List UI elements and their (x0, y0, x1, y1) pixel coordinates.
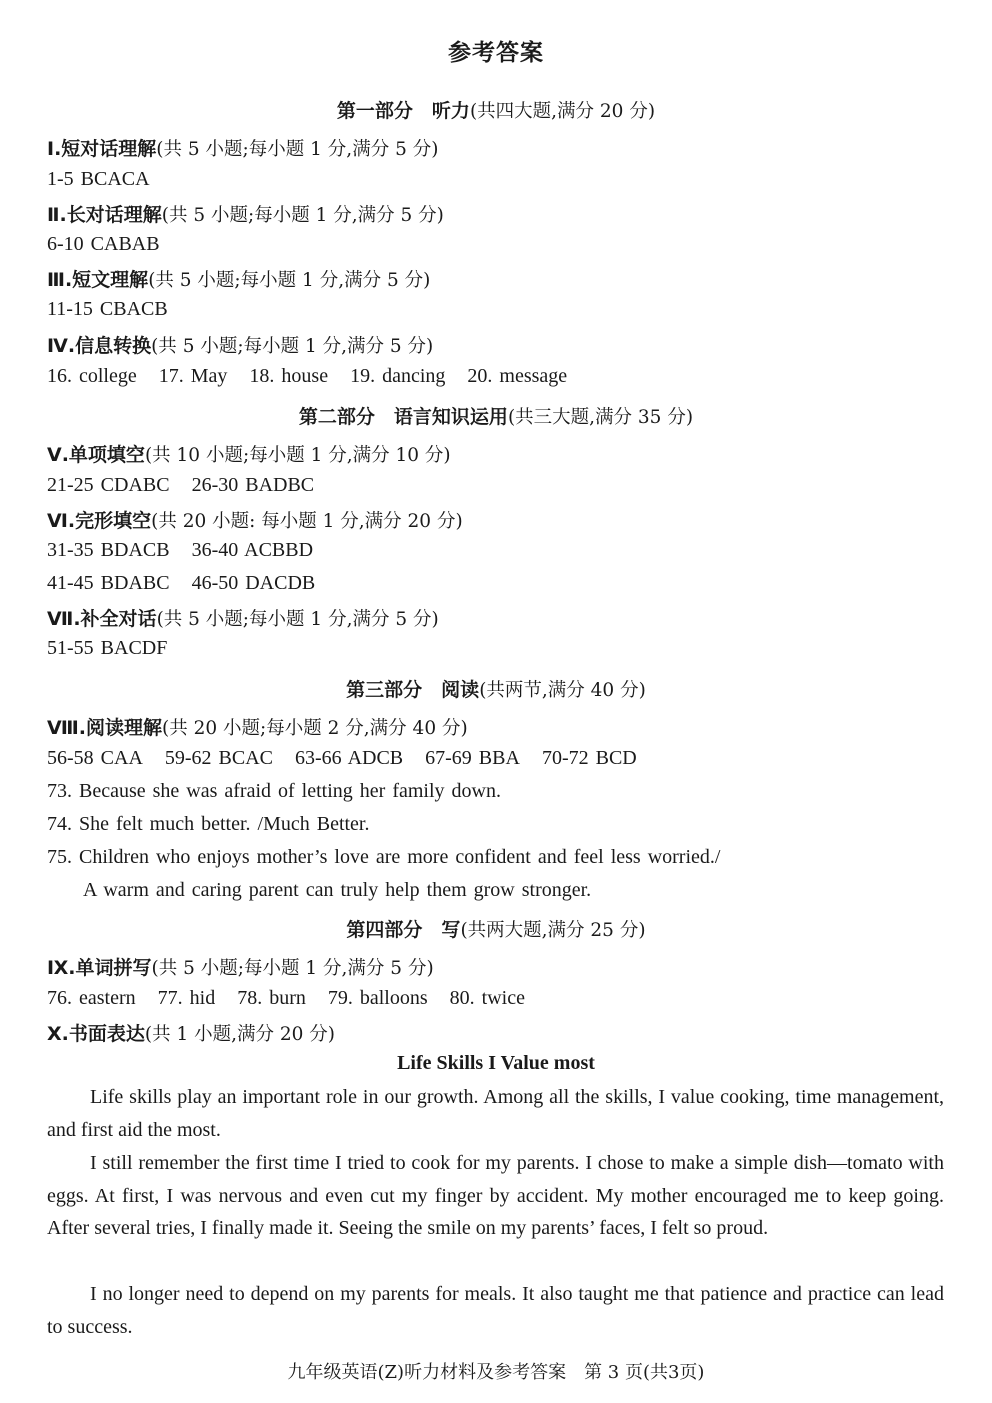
section-1-header (47, 134, 438, 161)
part-4-header (0, 915, 992, 942)
part-1-header (0, 96, 992, 123)
answer-item: 77. hid (157, 987, 216, 1009)
answer-item: 26-30 BADBC (191, 474, 315, 496)
part-1-note: (共四大题,满分 20 分) (469, 101, 656, 122)
section-3-header (47, 265, 430, 292)
section-6-header (47, 506, 463, 533)
answer-item: 21-25 CDABC (47, 474, 170, 496)
section-6-answers-row-1 (47, 539, 313, 562)
part-4-heading: 第四部分 写 (346, 919, 461, 941)
section-7-heading: Ⅶ.补全对话 (47, 608, 157, 630)
answer-item: 76. eastern (47, 987, 136, 1009)
section-5-note: (共 10 小题;每小题 1 分,满分 10 分) (144, 445, 451, 466)
answer-item: 59-62 BCAC (164, 747, 274, 769)
section-8-note: (共 20 小题;每小题 2 分,满分 40 分) (162, 718, 468, 739)
answer-73: 73. Because she was afraid of letting her family down. (47, 780, 501, 802)
section-10-note: (共 1 小题,满分 20 分) (144, 1024, 336, 1045)
section-5-heading: Ⅴ.单项填空 (47, 444, 145, 466)
section-3-answers: 11-15 CBACB (47, 298, 168, 320)
essay-paragraph-2: I still remember the first time I tried to cook for my parents. I chose to make a simple dish—tomato with eggs. At first, I was nervous and even cut my finger by accident. My mother encouraged me to keep going. After several tries, I finally made it. Seeing the smile on my parents’ faces, I felt so proud. (47, 1152, 944, 1240)
section-5-answers (47, 474, 314, 497)
section-2-heading: Ⅱ.长对话理解 (47, 204, 162, 226)
answer-item: 78. burn (237, 987, 306, 1009)
answer-item: 70-72 BCD (541, 747, 637, 769)
answer-item: 19. dancing (350, 365, 446, 387)
section-4-answers (47, 365, 567, 388)
answer-item: 16. college (47, 365, 137, 387)
section-4-heading: Ⅳ.信息转换 (47, 335, 152, 357)
answer-item: 18. house (249, 365, 329, 387)
answer-item: 36-40 ACBBD (191, 539, 314, 561)
answer-item: 79. balloons (327, 987, 428, 1009)
section-4-header (47, 331, 433, 358)
part-2-heading: 第二部分 语言知识运用 (298, 406, 508, 428)
section-9-note: (共 5 小题;每小题 1 分,满分 5 分) (151, 958, 434, 979)
answer-75-line-2: A warm and caring parent can truly help them grow stronger. (83, 879, 592, 901)
section-1-heading: Ⅰ.短对话理解 (47, 138, 157, 160)
essay-paragraph-1: Life skills play an important role in our growth. Among all the skills, I value cooking, time management, and first aid the most. (47, 1086, 944, 1141)
part-3-note: (共两节,满分 40 分) (479, 680, 646, 701)
section-8-answers (47, 747, 637, 770)
section-2-answers: 6-10 CABAB (47, 233, 160, 255)
answer-item: 67-69 BBA (425, 747, 520, 769)
section-1-answers: 1-5 BCACA (47, 168, 150, 190)
section-8-heading: Ⅷ.阅读理解 (47, 717, 162, 739)
section-7-answers: 51-55 BACDF (47, 637, 168, 659)
answer-item: 46-50 DACDB (191, 572, 316, 594)
part-4-note: (共两大题,满分 25 分) (460, 920, 646, 941)
page-title: 参考答案 (448, 40, 544, 66)
section-1-note: (共 5 小题;每小题 1 分,满分 5 分) (156, 139, 439, 160)
page-footer: 九年级英语(Z)听力材料及参考答案 第 3 页(共3页) (287, 1362, 705, 1383)
section-9-heading: Ⅸ.单词拼写 (47, 957, 152, 979)
section-6-answers-row-2 (47, 572, 315, 595)
section-8-header (47, 713, 468, 740)
answer-item: 31-35 BDACB (47, 539, 170, 561)
answer-74: 74. She felt much better. /Much Better. (47, 813, 370, 835)
answer-item: 20. message (467, 365, 568, 387)
part-3-header (0, 675, 992, 702)
answer-item: 41-45 BDABC (47, 572, 170, 594)
section-5-header (47, 440, 451, 467)
section-3-heading: Ⅲ.短文理解 (47, 269, 149, 291)
section-10-heading: Ⅹ.书面表达 (47, 1023, 145, 1045)
answer-item: 56-58 CAA (47, 747, 143, 769)
section-7-note: (共 5 小题;每小题 1 分,满分 5 分) (156, 609, 439, 630)
section-3-note: (共 5 小题;每小题 1 分,满分 5 分) (148, 270, 431, 291)
part-1-heading: 第一部分 听力 (336, 100, 470, 122)
section-6-note: (共 20 小题: 每小题 1 分,满分 20 分) (151, 511, 463, 532)
essay-paragraph-3: I no longer need to depend on my parents for meals. It also taught me that patience and practice can lead to success. (47, 1283, 944, 1338)
section-2-header (47, 200, 444, 227)
section-9-header (47, 953, 434, 980)
section-10-header (47, 1019, 335, 1046)
answer-item: 80. twice (449, 987, 525, 1009)
essay-title: Life Skills I Value most (397, 1052, 595, 1074)
section-6-heading: Ⅵ.完形填空 (47, 510, 152, 532)
section-9-answers (47, 987, 525, 1010)
section-7-header (47, 604, 439, 631)
part-3-heading: 第三部分 阅读 (346, 679, 480, 701)
answer-item: 17. May (158, 365, 228, 387)
part-2-header (0, 402, 992, 429)
answer-item: 63-66 ADCB (295, 747, 404, 769)
answer-75-line-1: 75. Children who enjoys mother’s love are more confident and feel less worried./ (47, 846, 721, 868)
section-4-note: (共 5 小题;每小题 1 分,满分 5 分) (151, 336, 434, 357)
section-2-note: (共 5 小题;每小题 1 分,满分 5 分) (161, 205, 444, 226)
part-2-note: (共三大题,满分 35 分) (507, 407, 694, 428)
